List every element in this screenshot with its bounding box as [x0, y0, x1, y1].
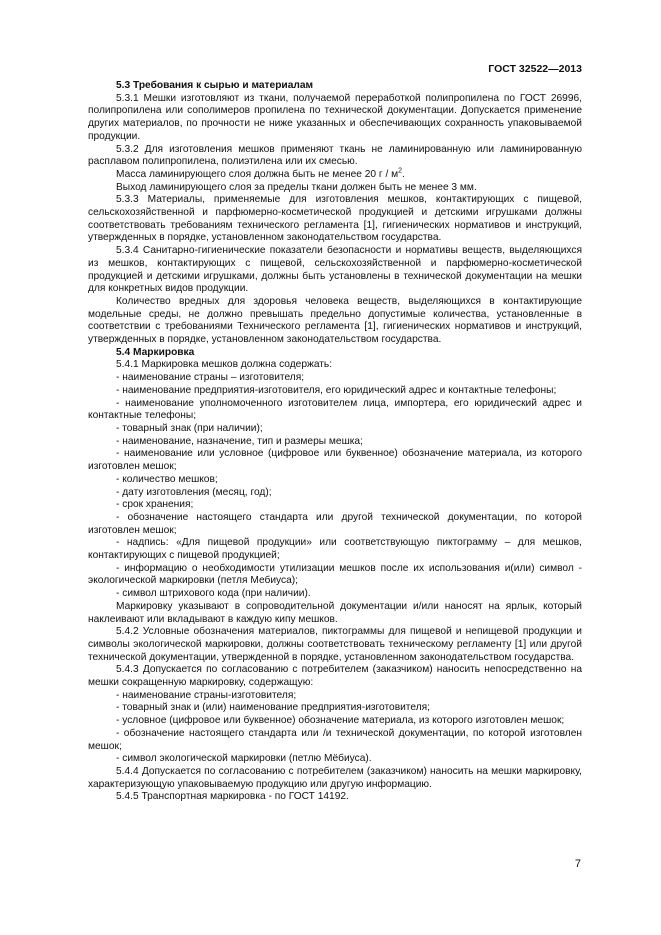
- paragraph-text: Масса ламинирующего слоя должна быть не менее 20 г / м: [116, 168, 399, 180]
- list-item: - символ экологической маркировки (петлю Мёбиуса).: [116, 753, 372, 765]
- list-item: - наименование страны – изготовителя;: [116, 372, 305, 384]
- paragraph: Маркировку указывают в сопроводительной документации и/или наносят на ярлык, который наклеивают или вкладывают в каждую кипу мешков.: [88, 600, 582, 625]
- document-code-header: ГОСТ 32522—2013: [488, 63, 582, 75]
- list-item: - условное (цифровое или буквенное) обозначение материала, из которого изготовлен мешок;: [116, 715, 565, 727]
- paragraph: [88, 169, 582, 182]
- list-item: - товарный знак и (или) наименование предприятия-изготовителя;: [116, 702, 430, 714]
- paragraph: 5.4.4 Допускается по согласованию с потребителем (заказчиком) наносить на мешки маркировку, характеризующую упаковываемую продукцию или другую информацию.: [88, 765, 582, 790]
- list-item: - надпись: «Для пищевой продукции» или соответствующую пиктограмму – для мешков, контактирующих с пищевой продукцией;: [88, 537, 582, 562]
- list-item: - символ штрихового кода (при наличии).: [116, 588, 311, 600]
- paragraph: 5.3.2 Для изготовления мешков применяют ткань не ламинированную или ламинированную расплавом полипропилена, полиэтилена или их смесью.: [88, 143, 582, 168]
- list-item: - наименование страны-изготовителя;: [116, 689, 297, 701]
- list-item: - обозначение настоящего стандарта или другой технической документации, по которой изготовлен мешок;: [88, 511, 582, 536]
- list-item: - срок хранения;: [116, 499, 194, 511]
- paragraph: Количество вредных для здоровья человека веществ, выделяющихся в контактирующие модельные среды, не должно превышать предельно допустимые количества, установленные в соответствии с требованиями Технического регламента [1], гигиенических нормативов и инструкций, утвержденных в порядке, установленном законодательством государства.: [88, 295, 582, 346]
- paragraph: 5.4.3 Допускается по согласованию с потребителем (заказчиком) наносить непосредственно на мешки сокращенную маркировку, содержащую:: [88, 664, 582, 689]
- list-item: - дату изготовления (месяц, год);: [116, 486, 272, 498]
- paragraph: 5.4.5 Транспортная маркировка - по ГОСТ 14192.: [116, 791, 349, 803]
- list-item: - наименование, назначение, тип и размеры мешка;: [116, 435, 363, 447]
- paragraph: 5.3.1 Мешки изготовляют из ткани, получаемой переработкой полипропилена по ГОСТ 26996, полипропилена или сополимеров пропилена по технической документации. Допускается применение других материалов, по прочности не ниже указанных и обеспечивающих сохранность упаковываемой продукции.: [88, 92, 582, 142]
- document-body: [88, 80, 582, 804]
- paragraph: 5.3.4 Санитарно-гигиенические показатели безопасности и нормативы веществ, выделяющихся из мешков, контактирующих с пищевой, сельскохозяйственной и парфюмерно-косметической продукцией и детскими игрушками, должны быть установлены в технической документации на мешки для конкретных видов продукции.: [88, 245, 582, 295]
- section-heading: 5.4 Маркировка: [116, 346, 195, 358]
- superscript: 2: [398, 167, 403, 175]
- paragraph: Выход ламинирующего слоя за пределы ткани должен быть не менее 3 мм.: [116, 181, 477, 193]
- list-item: - обозначение настоящего стандарта или /и технической документации, по которой изготовлен мешок;: [88, 727, 582, 752]
- page-number: 7: [574, 858, 581, 870]
- list-item: - наименование или условное (цифровое или буквенное) обозначение материала, из которого изготовлен мешок;: [88, 448, 582, 473]
- paragraph: 5.4.2 Условные обозначения материалов, пиктограммы для пищевой и непищевой продукции и символы экологической маркировки, должны соответствовать техническому регламенту [1] или другой технической документации, утвержденной в порядке, установленном законодательством государства.: [88, 626, 582, 663]
- list-item: - количество мешков;: [116, 473, 218, 485]
- list-item: - информацию о необходимости утилизации мешков после их использования и(или) символ - экологической маркировки (петля Мебиуса);: [88, 562, 582, 587]
- section-heading: 5.3 Требования к сырью и материалам: [116, 80, 314, 91]
- list-item: - товарный знак (при наличии);: [116, 422, 263, 434]
- paragraph-end: .: [402, 168, 405, 180]
- paragraph: 5.4.1 Маркировка мешков должна содержать:: [116, 359, 333, 371]
- paragraph: 5.3.3 Материалы, применяемые для изготовления мешков, контактирующих с пищевой, сельскохозяйственной и парфюмерно-косметической продукцией и детскими игрушками должны соответствовать требованиям технического регламента [1], гигиенических нормативов и инструкций, утвержденных в порядке, установленном законодательством государства.: [88, 194, 582, 244]
- list-item: - наименование уполномоченного изготовителем лица, импортера, его юридический адрес и контактные телефоны;: [88, 397, 582, 422]
- list-item: - наименование предприятия-изготовителя, его юридический адрес и контактные телефоны;: [116, 384, 557, 396]
